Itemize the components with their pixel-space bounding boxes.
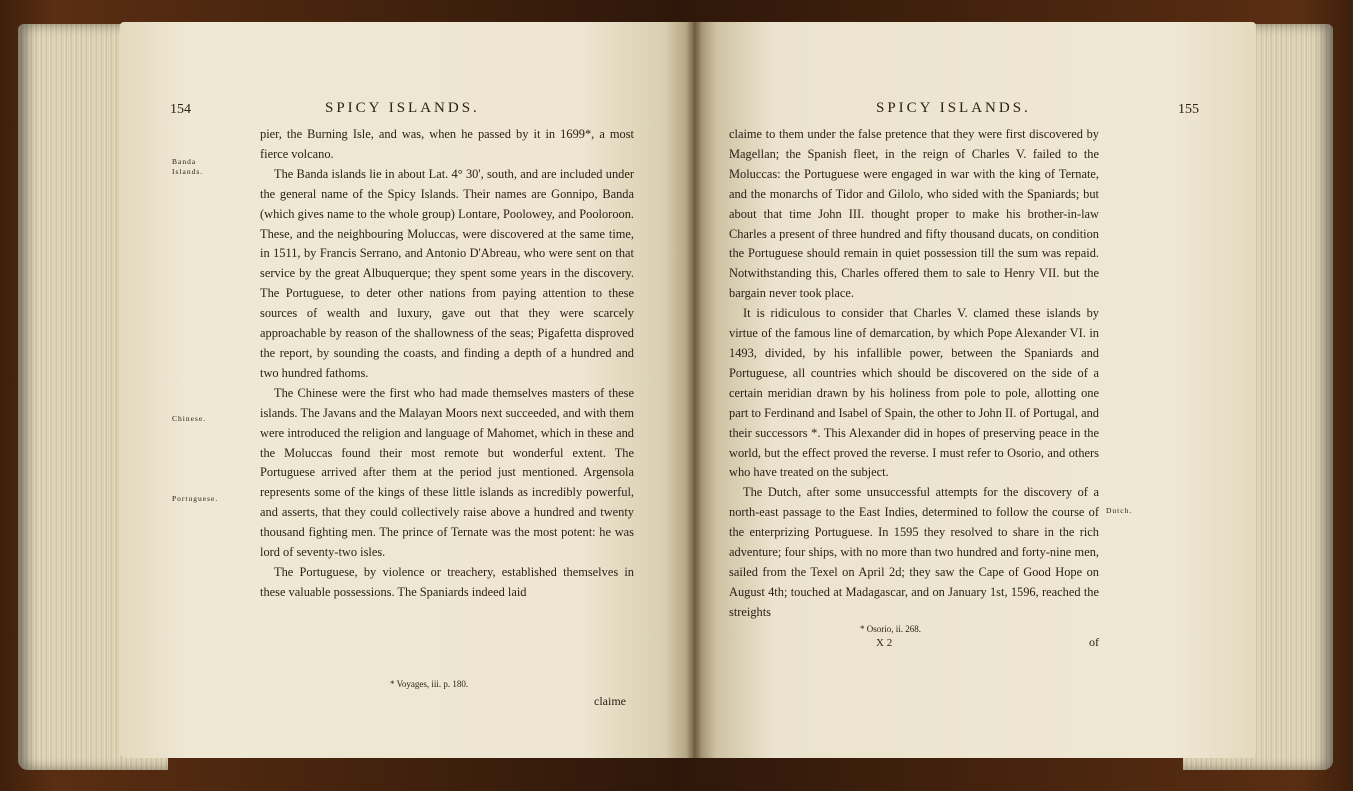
left-text-body <box>260 125 634 603</box>
right-page <box>694 22 1256 758</box>
paragraph: claime to them under the false pretence that they were first discovered by Magellan; the Spanish fleet, in the reign of Charles V. failed to the Moluccas: the Portuguese were engaged in war with the king of Ternate, and the monarchs of Tidor and Gilolo, who sided with the Spaniards; but about that time John III. thought proper to make his brother-in-law Charles a present of three hundred and fifty thousand ducats, on condition the Portuguese should remain in quiet possession till the sum was repaid. Notwithstanding this, Charles offered them to sale to Henry VII. but the bargain never took place. <box>729 127 1099 301</box>
signature-mark: X 2 <box>876 637 893 649</box>
margin-note-banda: Banda Islands. <box>172 157 204 176</box>
running-head: SPICY ISLANDS. <box>876 100 1031 116</box>
book-gutter <box>686 22 702 758</box>
running-head: SPICY ISLANDS. <box>325 100 480 116</box>
paragraph: The Dutch, after some unsuccessful attempts for the discovery of a north-east passage to the East Indies, determined to follow the course of the enterprizing Portuguese. In 1595 they resolved to share in the rich adventure; four ships, with no more than two hundred and forty-nine men, sailed from the Texel on April 2d; they saw the Cape of Good Hope on August 4th; touched at Madagascar, and on January 1st, 1596, reached the streights <box>729 485 1099 619</box>
paragraph: The Portuguese, by violence or treachery, established themselves in these valuable possessions. The Spaniards indeed laid <box>260 564 634 599</box>
page-number: 154 <box>170 102 191 117</box>
margin-note-chinese: Chinese. <box>172 414 207 423</box>
footnote: * Osorio, ii. 268. <box>860 624 922 634</box>
page-number: 155 <box>1178 102 1199 117</box>
margin-note-dutch: Dutch. <box>1106 506 1133 515</box>
margin-note-portuguese: Portuguese. <box>172 494 219 503</box>
right-text-body <box>729 125 1099 623</box>
catchword: claime <box>594 694 626 708</box>
catchword: of <box>1089 635 1099 649</box>
paragraph: pier, the Burning Isle, and was, when he passed by it in 1699*, a most fierce volcano. <box>260 127 634 161</box>
paragraph: The Banda islands lie in about Lat. 4° 30', south, and are included under the general name of the Spicy Islands. Their names are Gonnipo, Banda (which gives name to the whole group) Lontare, Poolowey, and Pooloroon. These, and the neighbouring Moluccas, were discovered at the same time, in 1511, by Francis Serrano, and Antonio D'Abreau, who were sent on that service by the great Albuquerque; they spent some years in the discovery. The Portuguese, to deter other nations from paying attention to these sources of wealth and luxury, gave out that they were scarcely approachable by reason of the shallowness of the seas; Pigafetta disproved the report, by sounding the coasts, and finding a depth of a hundred and two hundred fathoms. <box>260 166 634 380</box>
footnote: * Voyages, iii. p. 180. <box>390 679 469 689</box>
left-page <box>120 22 694 758</box>
paragraph: The Chinese were the first who had made themselves masters of these islands. The Javans and the Malayan Moors next succeeded, and with them were introduced the religion and language of Mahomet, which in these and the Moluccas found their most remote but wonderful extent. The Portuguese arrived after them at the period just mentioned. Argensola represents some of the kings of these little islands as incredibly powerful, and asserts, that they could collectively raise above a hundred and twenty thousand fighting men. The prince of Ternate was the most potent: he was lord of seventy-two isles. <box>260 385 634 560</box>
paragraph: It is ridiculous to consider that Charles V. clamed these islands by virtue of the famous line of demarcation, by which Pope Alexander VI. in 1493, divided, by his infallible power, between the Spaniards and Portuguese, all countries which should be discovered on the side of a certain meridian drawn by his holiness from pole to pole, allotting one part to Ferdinand and Isabel of Spain, the other to John II. of Portugal, and their successors *. This Alexander did in hopes of preserving peace in the world, but the effect proved the reverse. I must refer to Osorio, and others who have treated on the subject. <box>729 306 1099 480</box>
